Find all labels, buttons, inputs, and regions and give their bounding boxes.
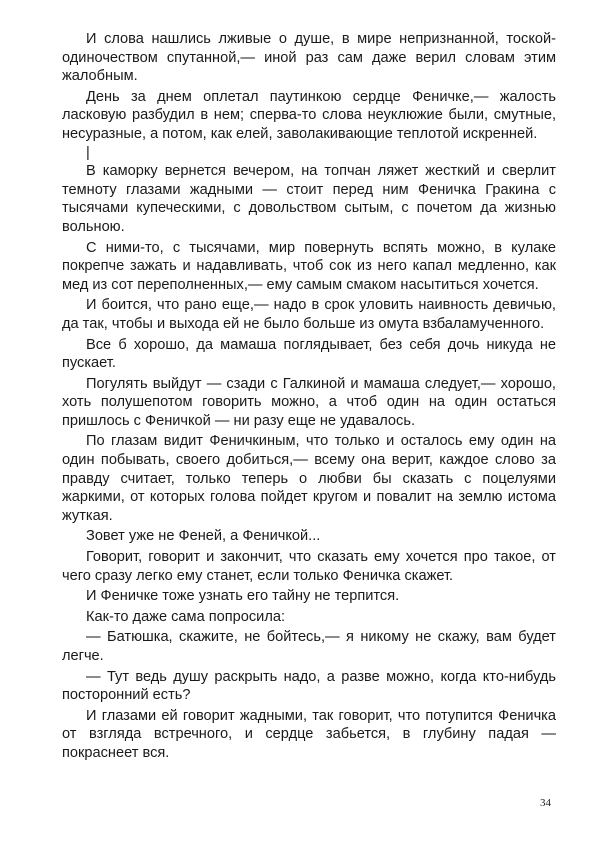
- text-cursor-mark: |: [86, 144, 90, 161]
- paragraph-12: Как-то даже сама попросила:: [86, 608, 286, 625]
- paragraph-3: В каморку вернется вечером, на топчан ляжет жесткий и сверлит темноту глазами жадными — стоит перед ним Феничка Гракина с тысячами купеческими, с довольством сытым, с почетом да жизнью вольною.: [62, 163, 556, 235]
- paragraph-14: — Тут ведь душу раскрыть надо, а разве можно, когда кто-нибудь посторонний есть?: [62, 668, 556, 704]
- paragraph-9: Зовет уже не Феней, а Феничкой...: [86, 528, 321, 545]
- paragraph-10: Говорит, говорит и закончит, что сказать ему хочется про такое, от чего сразу легко ему станет, если только Феничка скажет.: [62, 549, 556, 584]
- page-number: 34: [540, 797, 551, 809]
- paragraph-1: И слова нашлись лживые о душе, в мире непризнанной, тоской-одиночеством спутанной,— иной раз сам даже верил словам этим жалобным.: [62, 31, 556, 85]
- paragraph-7: Погулять выйдут — сзади с Галкиной и мамаша следует,— хорошо, хоть полушепотом говорить можно, а чтоб один на один остаться пришлось с Феничкой — ни разу еще не удавалось.: [62, 375, 556, 429]
- paragraph-11: И Феничке тоже узнать его тайну не терпится.: [86, 588, 400, 605]
- paragraph-6: Все б хорошо, да мамаша поглядывает, без себя дочь никуда не пускает.: [62, 336, 556, 372]
- paragraph-5: И боится, что рано еще,— надо в срок уловить наивность девичью, да так, чтобы и выхода ей не было больше из омута взбаламученного.: [62, 297, 556, 332]
- paragraph-2: День за днем оплетал паутинкою сердце Феничке,— жалость ласковую разбудил в нем; сперва-то слова неуклюжие были, смутные, несуразные, а потом, как елей, заволакивающие теплотой искренней.: [62, 88, 556, 142]
- document-body: [62, 30, 556, 763]
- paragraph-8: По глазам видит Феничкиным, что только и осталось ему один на один побывать, своего добиться,— всему она верит, каждое слово за правду считает, только теперь о любви бы сказать с поцелуями жаркими, от которых голова пойдет кругом и повалит на землю истома жуткая.: [62, 433, 556, 524]
- paragraph-4: С ними-то, с тысячами, мир повернуть вспять можно, в кулаке покрепче зажать и надавливать, чтоб сок из него капал медленно, как мед из сот переполненных,— ему самым смаком насытиться хочется.: [62, 239, 556, 293]
- paragraph-13: — Батюшка, скажите, не бойтесь,— я никому не скажу, вам будет легче.: [62, 629, 556, 664]
- paragraph-15: И глазами ей говорит жадными, так говорит, что потупится Феничка от взгляда встречного, и сердце забьется, в глубину падая — покраснеет вся.: [62, 707, 556, 761]
